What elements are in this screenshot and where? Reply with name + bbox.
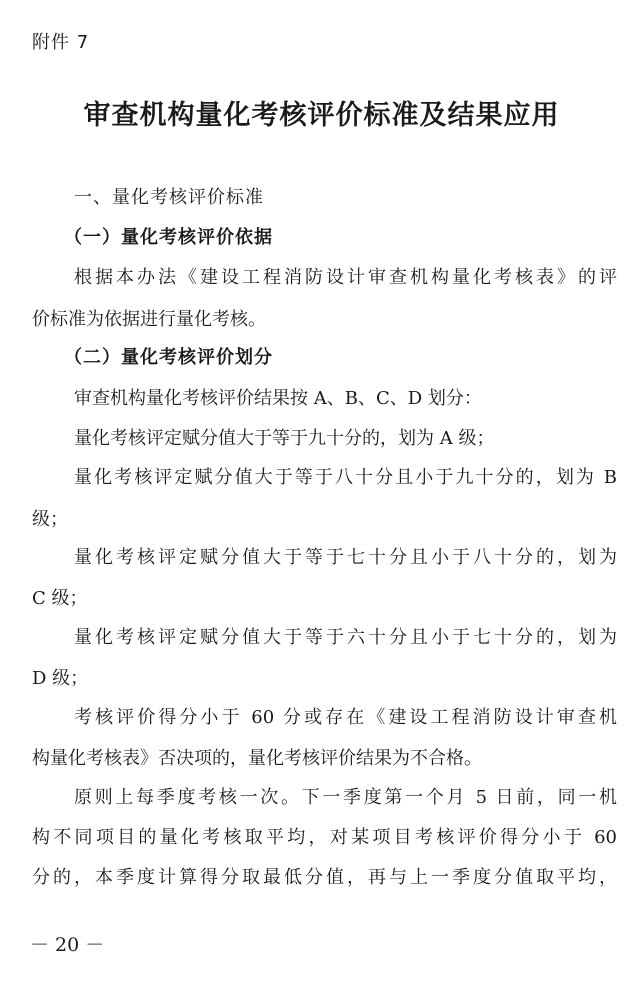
paragraph-basis-line1: 根据本办法《建设工程消防设计审查机构量化考核表》的评 <box>74 267 617 288</box>
annex-label: 附件 7 <box>32 32 90 53</box>
paragraph-grades-intro: 审查机构量化考核评价结果按 A、B、C、D 划分： <box>74 388 482 409</box>
document-title: 审查机构量化考核评价标准及结果应用 <box>83 100 560 131</box>
paragraph-grade-c-line2: C 级； <box>32 588 88 609</box>
paragraph-basis-line2: 价标准为依据进行量化考核。 <box>32 309 266 330</box>
paragraph-fail-line1: 考核评价得分小于 60 分或存在《建设工程消防设计审查机 <box>74 707 617 728</box>
paragraph-grade-d-line1: 量化考核评定赋分值大于等于六十分且小于七十分的，划为 <box>74 627 617 648</box>
paragraph-grade-b-line2: 级； <box>32 509 68 530</box>
paragraph-fail-line2: 构量化考核表》否决项的，量化考核评价结果为不合格。 <box>32 748 482 769</box>
paragraph-grade-b-line1: 量化考核评定赋分值大于等于八十分且小于九十分的，划为 B <box>74 467 617 488</box>
subsection-heading-basis: （一）量化考核评价依据 <box>64 227 273 248</box>
paragraph-quarterly-line3: 分的，本季度计算得分取最低分值，再与上一季度分值取平均， <box>32 867 617 888</box>
section-heading: 一、量化考核评价标准 <box>74 187 264 208</box>
paragraph-grade-a: 量化考核评定赋分值大于等于九十分的，划为 A 级； <box>74 428 495 449</box>
paragraph-quarterly-line1: 原则上每季度考核一次。下一季度第一个月 5 日前，同一机 <box>74 787 617 808</box>
paragraph-grade-d-line2: D 级； <box>32 668 89 689</box>
page-number: － 20 － <box>30 934 105 956</box>
paragraph-grade-c-line1: 量化考核评定赋分值大于等于七十分且小于八十分的，划为 <box>74 547 617 568</box>
paragraph-quarterly-line2: 构不同项目的量化考核取平均，对某项目考核评价得分小于 60 <box>32 827 617 848</box>
subsection-heading-grading: （二）量化考核评价划分 <box>64 347 273 368</box>
